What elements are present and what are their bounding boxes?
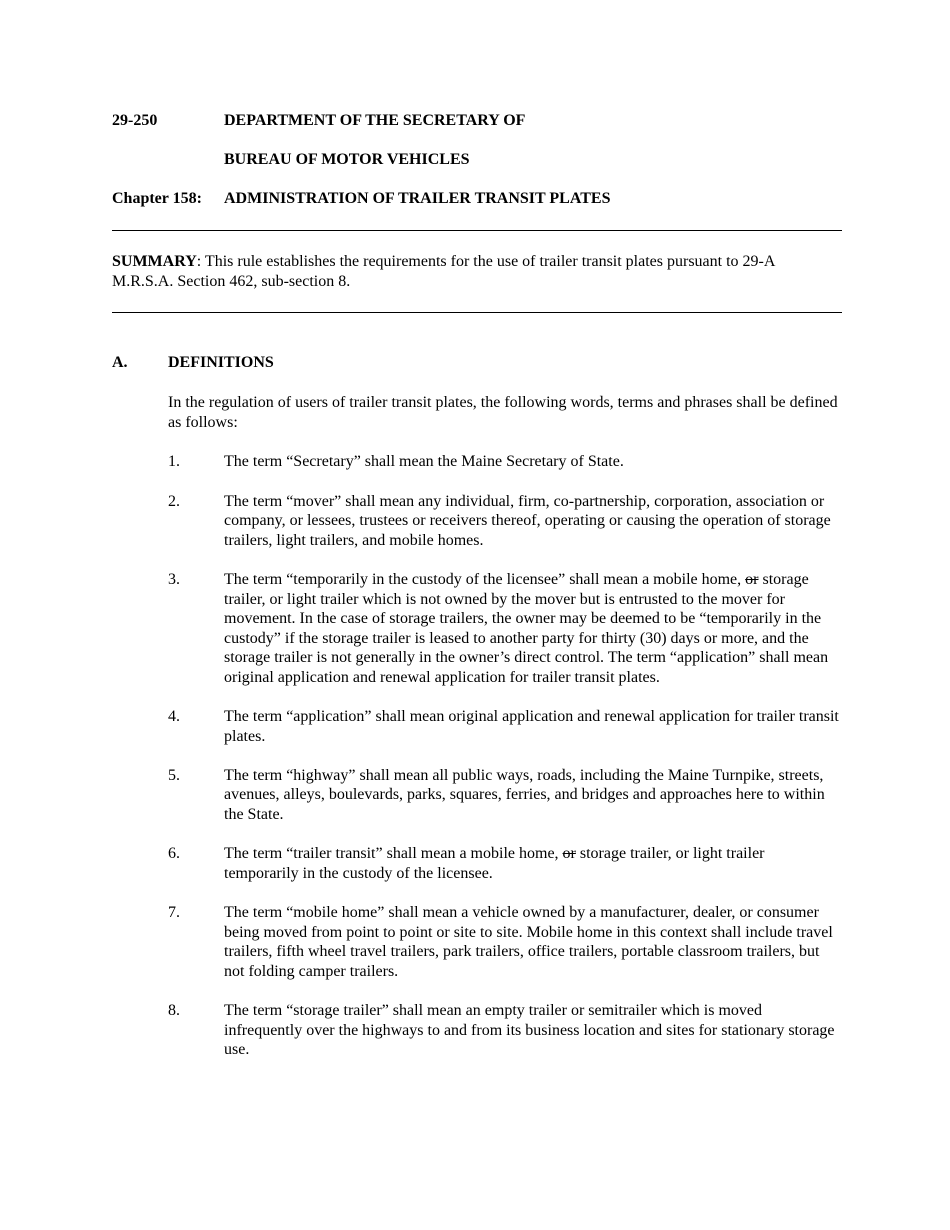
list-item <box>168 844 842 883</box>
item-number: 4. <box>168 708 180 726</box>
struck-text: or <box>562 845 576 863</box>
list-item <box>168 452 842 472</box>
struck-text: or <box>745 570 759 588</box>
bottom-divider <box>112 312 842 313</box>
chapter-title: ADMINISTRATION OF TRAILER TRANSIT PLATES <box>224 190 611 207</box>
definitions-list <box>168 452 842 1059</box>
item-text: The term “Secretary” shall mean the Maine Secretary of State. <box>224 453 624 471</box>
item-text: The term “storage trailer” shall mean an empty trailer or semitrailer which is moved infrequently over the highways to and from its business location and sites for stationary storage use. <box>224 1002 835 1059</box>
summary-paragraph <box>112 252 832 291</box>
section-title: DEFINITIONS <box>168 354 274 372</box>
section-letter: A. <box>112 354 128 372</box>
list-item <box>168 570 842 688</box>
document-page <box>112 111 842 1079</box>
header-bureau-row <box>112 150 842 170</box>
list-item <box>168 766 842 825</box>
department-name: DEPARTMENT OF THE SECRETARY OF <box>224 112 526 129</box>
item-number: 3. <box>168 570 180 588</box>
section-intro: In the regulation of users of trailer transit plates, the following words, terms and phrases shall be defined as follows: <box>168 394 838 431</box>
item-text: The term “application” shall mean original application and renewal application for trailer transit plates. <box>224 708 839 745</box>
chapter-label: Chapter 158: <box>112 190 202 207</box>
section-heading <box>112 353 842 373</box>
list-item <box>168 492 842 551</box>
bureau-name: BUREAU OF MOTOR VEHICLES <box>224 151 470 168</box>
list-item <box>168 707 842 746</box>
item-number: 7. <box>168 904 180 922</box>
summary-text: : This rule establishes the requirements for the use of trailer transit plates pursuant to 29-A M.R.S.A. Section 462, sub-section 8. <box>112 253 775 290</box>
item-text: The term “temporarily in the custody of the licensee” shall mean a mobile home, or storage trailer, or light trailer which is not owned by the mover but is entrusted to the mover for movement. In the case of storage trailers, the owner may be deemed to be “temporarily in the custody” if the storage trailer is leased to another party for thirty (30) days or more, and the storage trailer is not generally in the owner’s direct control. The term “application” shall mean original application and renewal application for trailer transit plates. <box>224 570 829 686</box>
rule-code: 29-250 <box>112 112 158 129</box>
top-divider <box>112 230 842 231</box>
list-item <box>168 1001 842 1060</box>
item-text: The term “mobile home” shall mean a vehicle owned by a manufacturer, dealer, or consumer being moved from point to point or site to site. Mobile home in this context shall include travel trailers, fifth wheel travel trailers, park trailers, office trailers, portable classroom trailers, but not folding camper trailers. <box>224 904 833 980</box>
header-chapter-row <box>112 189 842 209</box>
item-number: 2. <box>168 492 180 510</box>
item-number: 1. <box>168 453 180 471</box>
summary-label: SUMMARY <box>112 253 197 270</box>
item-number: 6. <box>168 845 180 863</box>
item-number: 5. <box>168 766 180 784</box>
item-number: 8. <box>168 1002 180 1019</box>
item-text: The term “trailer transit” shall mean a mobile home, or storage trailer, or light trailer temporarily in the custody of the licensee. <box>224 845 765 882</box>
item-text: The term “mover” shall mean any individual, firm, co-partnership, corporation, association or company, or lessees, trustees or receivers thereof, operating or causing the operation of storage trailers, light trailers, and mobile homes. <box>224 492 831 549</box>
list-item <box>168 903 842 981</box>
header-department-row <box>112 111 842 131</box>
item-text: The term “highway” shall mean all public ways, roads, including the Maine Turnpike, streets, avenues, alleys, boulevards, parks, squares, ferries, and bridges and approaches here to within the State. <box>224 766 825 824</box>
